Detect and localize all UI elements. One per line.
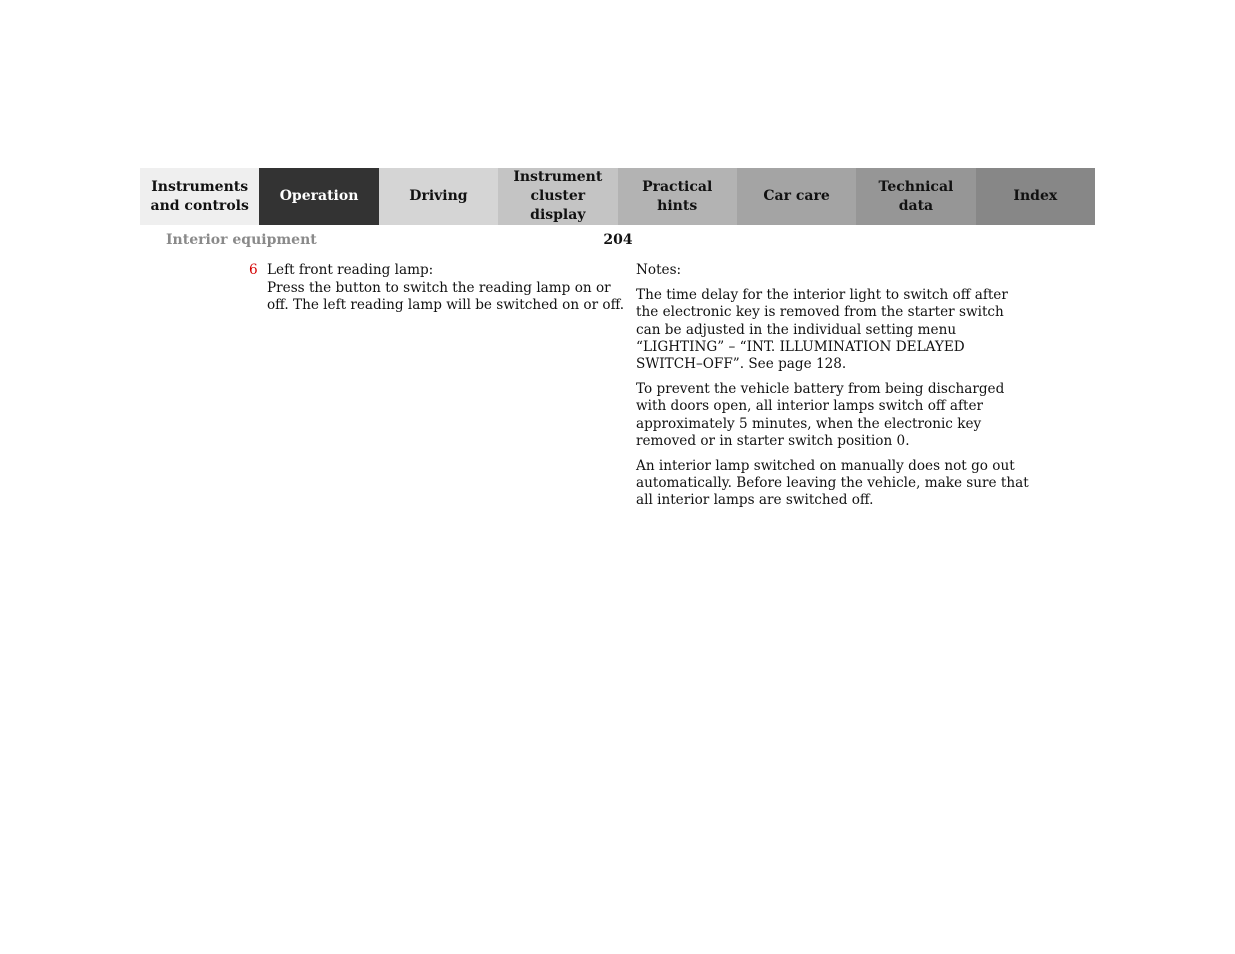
note-line: removed or in starter switch position 0. <box>636 432 910 449</box>
note-line: approximately 5 minutes, when the electronic key <box>636 415 982 432</box>
tab-instrument-cluster-display[interactable]: Instrument cluster display <box>498 168 617 225</box>
note-paragraph <box>636 287 1016 373</box>
item-number: 6 <box>249 262 258 278</box>
item-line: off. The left reading lamp will be switched on or off. <box>267 297 625 313</box>
chapter-tab-bar <box>140 168 1095 225</box>
note-line: “LIGHTING” – “INT. ILLUMINATION DELAYED <box>636 338 965 355</box>
note-line: The time delay for the interior light to switch off after <box>636 287 1008 304</box>
note-paragraph <box>636 381 1016 450</box>
note-line: can be adjusted in the individual setting menu <box>636 321 957 338</box>
note-paragraph <box>636 458 1029 510</box>
tab-instruments-and-controls[interactable]: Instruments and controls <box>140 168 259 225</box>
tab-operation[interactable]: Operation <box>259 168 378 225</box>
item-text <box>267 262 625 315</box>
note-line: SWITCH–OFF”. See page 128. <box>636 356 847 373</box>
page-number: 204 <box>603 232 633 248</box>
section-title: Interior equipment <box>166 232 317 248</box>
tab-driving[interactable]: Driving <box>379 168 498 225</box>
notes-title: Notes: <box>636 262 682 278</box>
tab-practical-hints[interactable]: Practical hints <box>618 168 737 225</box>
note-line: To prevent the vehicle battery from being discharged <box>636 381 1005 398</box>
note-line: An interior lamp switched on manually does not go out <box>636 458 1015 475</box>
note-line: with doors open, all interior lamps switch off after <box>636 398 984 415</box>
notes-section <box>636 262 1029 518</box>
tab-index[interactable]: Index <box>976 168 1095 225</box>
note-line: all interior lamps are switched off. <box>636 492 874 509</box>
tab-technical-data[interactable]: Technical data <box>856 168 975 225</box>
item-line: Left front reading lamp: <box>267 262 434 278</box>
note-line: the electronic key is removed from the starter switch <box>636 304 1004 321</box>
tab-car-care[interactable]: Car care <box>737 168 856 225</box>
note-line: automatically. Before leaving the vehicle, make sure that <box>636 475 1029 492</box>
item-description <box>246 262 625 315</box>
item-line: Press the button to switch the reading lamp on or <box>267 279 611 296</box>
